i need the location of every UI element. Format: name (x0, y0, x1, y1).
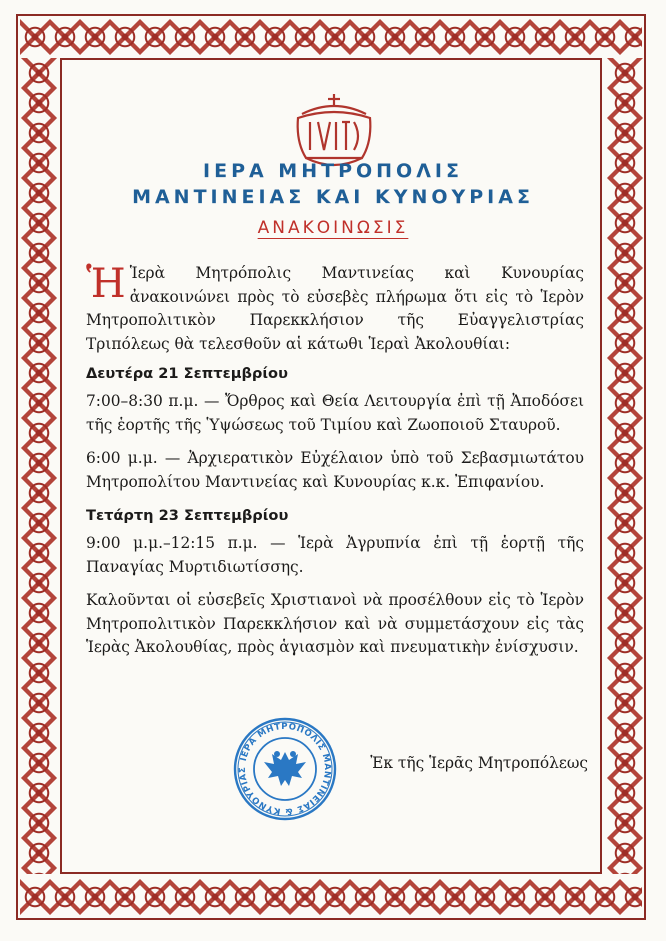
border-ornament-top (20, 18, 642, 56)
day-heading-wednesday: Τετάρτη 23 Σεπτεμβρίου (86, 507, 289, 525)
double-headed-eagle-icon (264, 751, 306, 786)
service-euchelaion: 6:00 μ.μ. — Ἀρχιερατικὸν Εὐχέλαιον ὑπὸ τοῦ Σεβασμιωτάτου Μητροπολίτου Μαντινείας καὶ Κυνουρίας κ.κ. Ἐπιφανίου. (86, 449, 584, 491)
drop-cap: Ἡ (86, 261, 126, 307)
svg-text:ΙΕΡΑ ΜΗΤΡΟΠΟΛΙΣ ΜΑΝΤΙΝΕΙΑΣ & Κ: ΙΕΡΑ ΜΗΤΡΟΠΟΛΙΣ ΜΑΝΤΙΝΕΙΑΣ & ΚΥΝΟΥΡΙΑΣ (237, 721, 333, 817)
announcement-body (86, 262, 584, 660)
intro-text: Ἱερὰ Μητρόπολις Μαντινείας καὶ Κυνουρίας ἀνακοινώνει πρὸς τὸ εὐσεβὲς πλήρωμα ὅτι εἰς τὸ Ἱερὸν Μητροπολιτικὸν Παρεκκλήσιον τῆς Εὐαγγελιστρίας Τριπόλεως θὰ τελεσθοῦν αἱ κάτωθι Ἱεραὶ Ἀκολουθίαι: (86, 264, 584, 353)
day-heading-monday: Δευτέρα 21 Σεπτεμβρίου (86, 365, 288, 383)
org-name-line-1: ΙΕΡΑ ΜΗΤΡΟΠΟΛΙΣ (203, 160, 463, 182)
border-ornament-right (606, 58, 644, 874)
signature-line: Ἐκ τῆς Ἱερᾶς Μητροπόλεως (370, 754, 588, 772)
service-vigil: 9:00 μ.μ.–12:15 π.μ. — Ἱερὰ Ἀγρυπνία ἐπὶ τῇ ἑορτῇ τῆς Παναγίας Μυρτιδιωτίσσης. (86, 533, 584, 576)
border-ornament-left (20, 58, 58, 874)
closing-paragraph: Καλοῦνται οἱ εὐσεβεῖς Χριστιανοὶ νὰ προσέλθουν εἰς τὸ Ἱερὸν Μητροπολιτικὸν Παρεκκλήσιον καὶ νὰ συμμετάσχουν εἰς τὰς Ἱερὰς Ἀκολουθίας, πρὸς ἁγιασμὸν καὶ πνευματικὴν ἐνίσχυσιν. (86, 591, 584, 657)
service-orthros-liturgy: 7:00–8:30 π.μ. — Ὄρθρος καὶ Θεία Λειτουργία ἐπὶ τῇ Ἀποδόσει τῆς ἑορτῆς τῆς Ὑψώσεως τοῦ Τιμίου καὶ Ζωοποιοῦ Σταυροῦ. (86, 391, 584, 434)
intro-paragraph (86, 262, 584, 356)
org-name-line-2: ΜΑΝΤΙΝΕΙΑΣ ΚΑΙ ΚΥΝΟΥΡΙΑΣ (132, 186, 534, 208)
metropolis-seal-stamp (232, 716, 338, 822)
announcement-title: ΑΝΑΚΟΙΝΩΣΙΣ (257, 218, 409, 238)
border-ornament-bottom (20, 878, 642, 916)
